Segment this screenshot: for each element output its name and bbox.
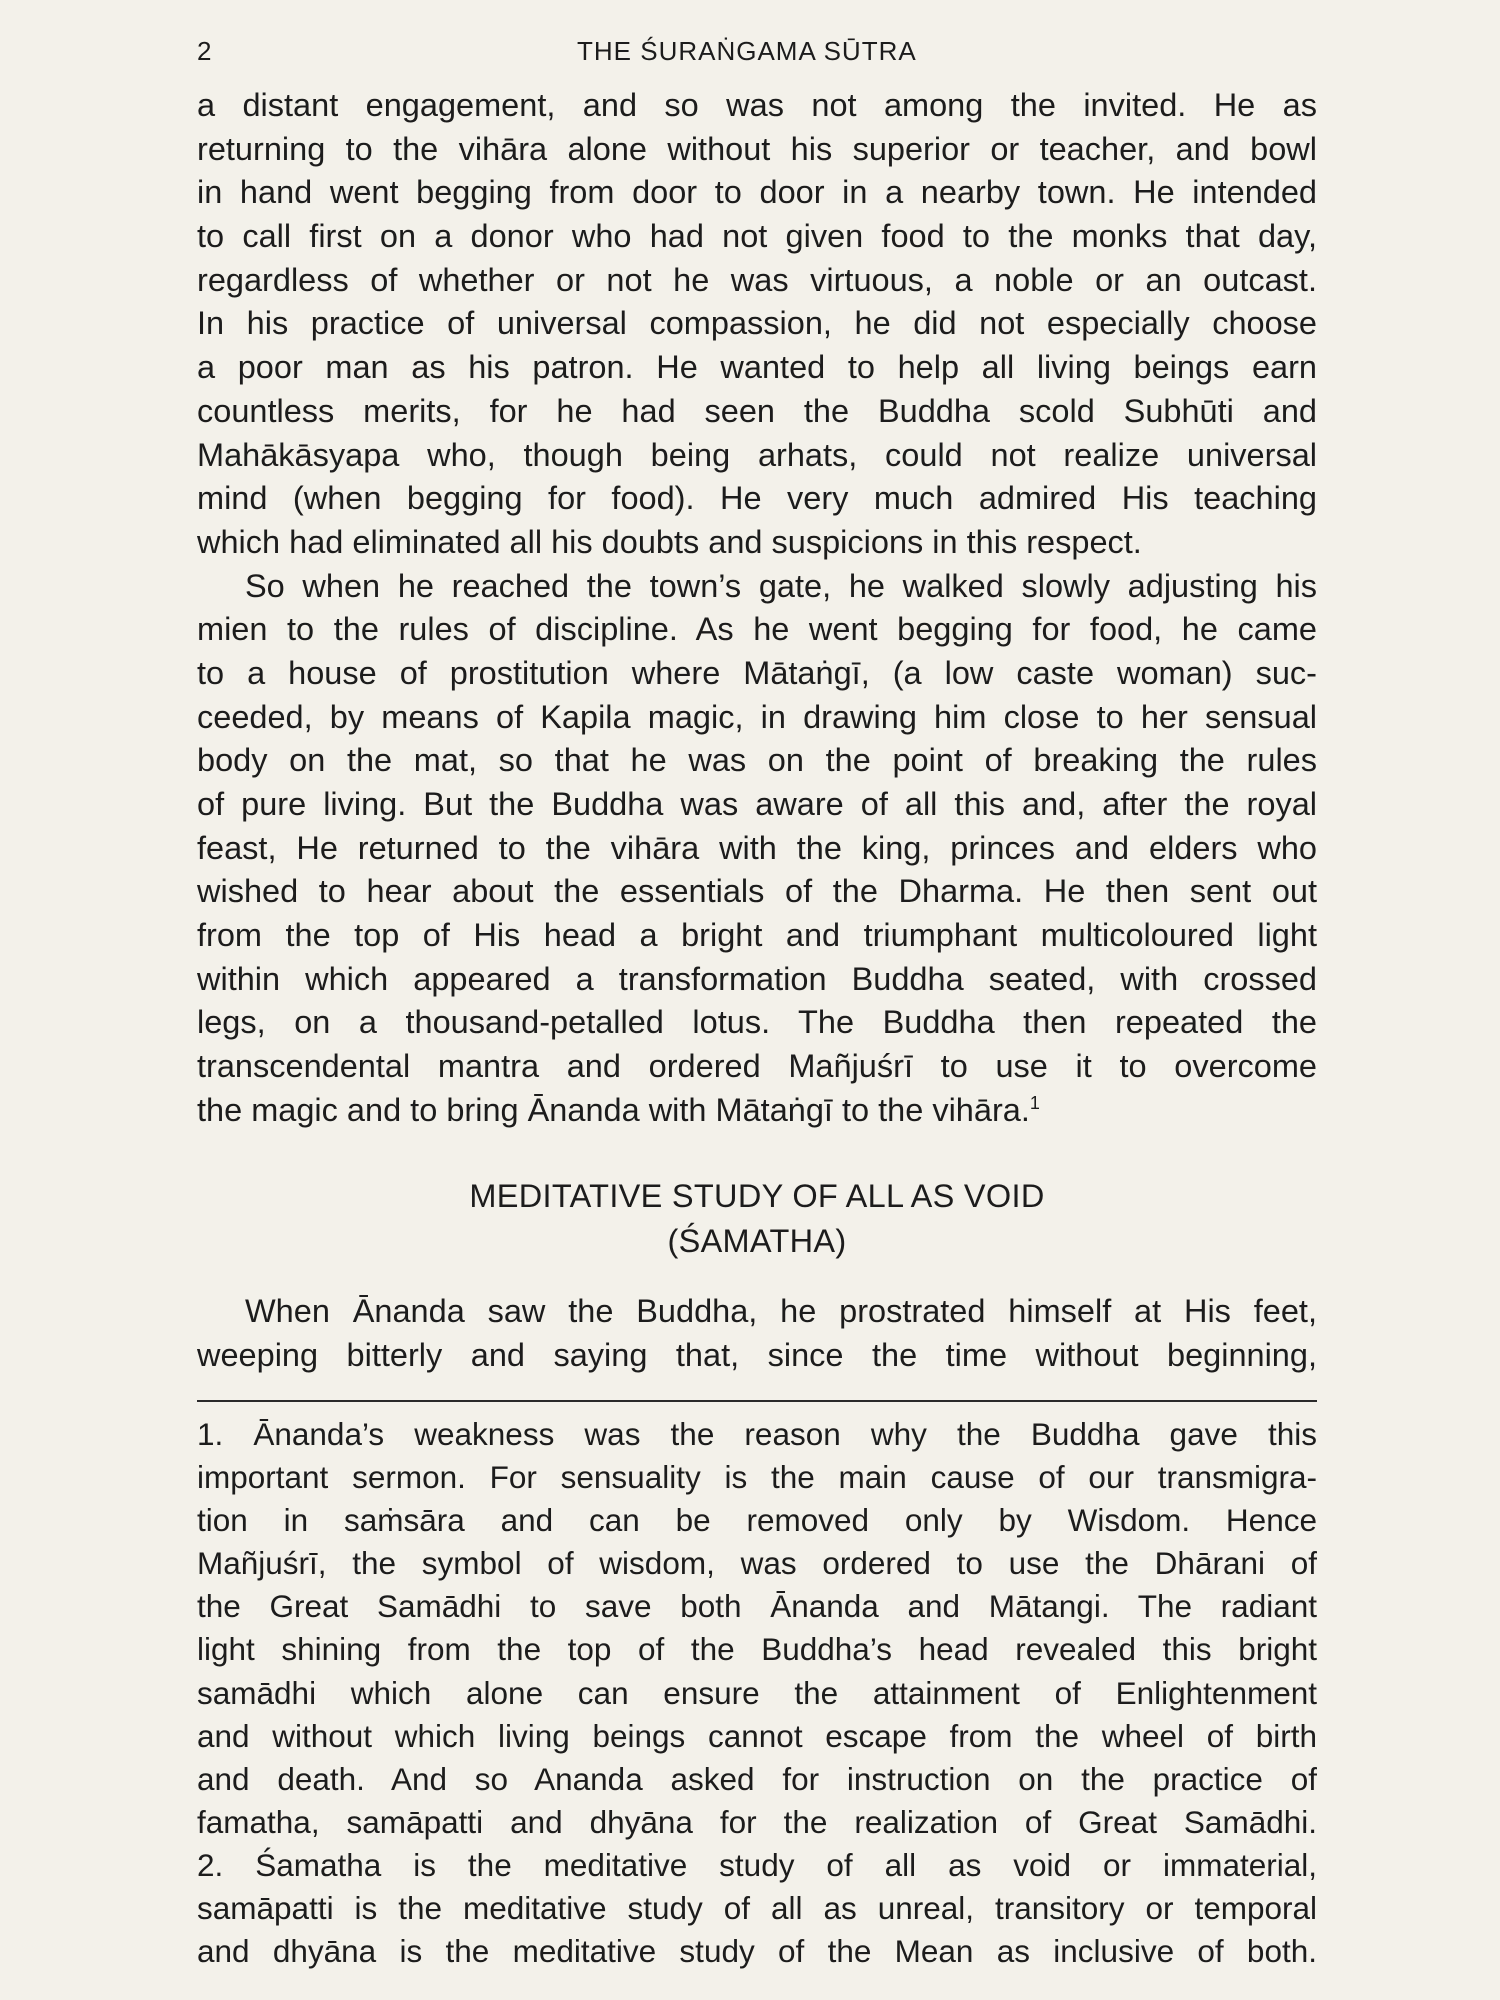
footnote-line: Mañjuśrī, the symbol of wisdom, was ordered to use the Dhārani of [197, 1545, 1317, 1582]
footnote-line: important sermon. For sensuality is the main cause of our transmigra- [197, 1459, 1317, 1496]
text-line: a poor man as his patron. He wanted to help all living beings earn [197, 349, 1317, 386]
text-line: in hand went begging from door to door in a nearby town. He intended [197, 174, 1317, 211]
text-line: ceeded, by means of Kapila magic, in drawing him close to her sensual [197, 698, 1317, 735]
text-line: wished to hear about the essentials of the Dharma. He then sent out [197, 873, 1317, 910]
footnote-line: and dhyāna is the meditative study of the Mean as inclusive of both. [197, 1933, 1317, 1970]
footnote-reference: 1 [1029, 1092, 1040, 1113]
text-line: a distant engagement, and so was not among the invited. He as [197, 87, 1317, 123]
text-line: within which appeared a transformation Buddha seated, with crossed [197, 960, 1317, 997]
footnote-line: famatha, samāpatti and dhyāna for the realization of Great Samādhi. [197, 1803, 1317, 1840]
text-line-with-footnote [197, 1089, 1317, 1133]
footnotes [197, 1413, 1317, 1973]
text-line: to a house of prostitution where Mātaṅgī, (a low caste woman) suc- [197, 654, 1317, 691]
text-line: feast, He returned to the vihāra with the king, princes and elders who [197, 829, 1317, 866]
text-line: countless merits, for he had seen the Buddha scold Subhūti and [197, 392, 1317, 429]
section-heading: MEDITATIVE STUDY OF ALL AS VOID [469, 1178, 1045, 1214]
footnote-divider [197, 1400, 1317, 1402]
text-line: from the top of His head a bright and triumphant multicoloured light [197, 917, 1317, 954]
footnote-line: the Great Samādhi to save both Ānanda and Mātangi. The radiant [197, 1588, 1317, 1625]
text-line: legs, on a thousand-petalled lotus. The Buddha then repeated the [197, 1004, 1317, 1041]
text-line: When Ānanda saw the Buddha, he prostrated himself at His feet, [245, 1293, 1317, 1329]
footnote-line: and without which living beings cannot escape from the wheel of birth [197, 1717, 1317, 1754]
text-line: regardless of whether or not he was virtuous, a noble or an outcast. [197, 261, 1317, 298]
text-line: So when he reached the town’s gate, he walked slowly adjusting his [245, 567, 1317, 604]
text-line: weeping bitterly and saying that, since the time without beginning, [197, 1336, 1317, 1373]
text-line: Mahākāsyapa who, though being arhats, could not realize universal [197, 436, 1317, 473]
footnote-line: and death. And so Ananda asked for instruction on the practice of [197, 1760, 1317, 1797]
footnote-line: 2. Śamatha is the meditative study of all as void or immaterial, [197, 1846, 1317, 1883]
text-line: which had eliminated all his doubts and suspicions in this respect. [197, 523, 1142, 560]
text-line: returning to the vihāra alone without his superior or teacher, and bowl [197, 130, 1317, 167]
text-line: the magic and to bring Ānanda with Mātaṅgī to the vihāra. [197, 1091, 1030, 1128]
footnote-line: samādhi which alone can ensure the attainment of Enlightenment [197, 1674, 1317, 1711]
text-line: to call first on a donor who had not given food to the monks that day, [197, 218, 1317, 255]
footnote-line: samāpatti is the meditative study of all as unreal, transitory or temporal [197, 1890, 1317, 1927]
running-head: THE ŚURAṄGAMA SŪTRA [577, 36, 917, 66]
text-line: of pure living. But the Buddha was aware of all this and, after the royal [197, 786, 1317, 822]
footnote-line: 1. Ānanda’s weakness was the reason why the Buddha gave this [197, 1416, 1317, 1452]
footnote-line: light shining from the top of the Buddha’s head revealed this bright [197, 1631, 1317, 1668]
text-line: mien to the rules of discipline. As he went begging for food, he came [197, 611, 1317, 648]
main-text [197, 84, 1317, 1133]
section-subheading: (ŚAMATHA) [667, 1223, 847, 1259]
text-line: body on the mat, so that he was on the point of breaking the rules [197, 742, 1317, 779]
page-number: 2 [197, 36, 212, 66]
text-line: transcendental mantra and ordered Mañjuśrī to use it to overcome [197, 1048, 1317, 1085]
text-line: mind (when begging for food). He very much admired His teaching [197, 480, 1317, 517]
second-paragraph [197, 1290, 1317, 1377]
footnote-line: tion in saṁsāra and can be removed only by Wisdom. Hence [197, 1502, 1317, 1539]
text-line: In his practice of universal compassion, he did not especially choose [197, 305, 1317, 342]
